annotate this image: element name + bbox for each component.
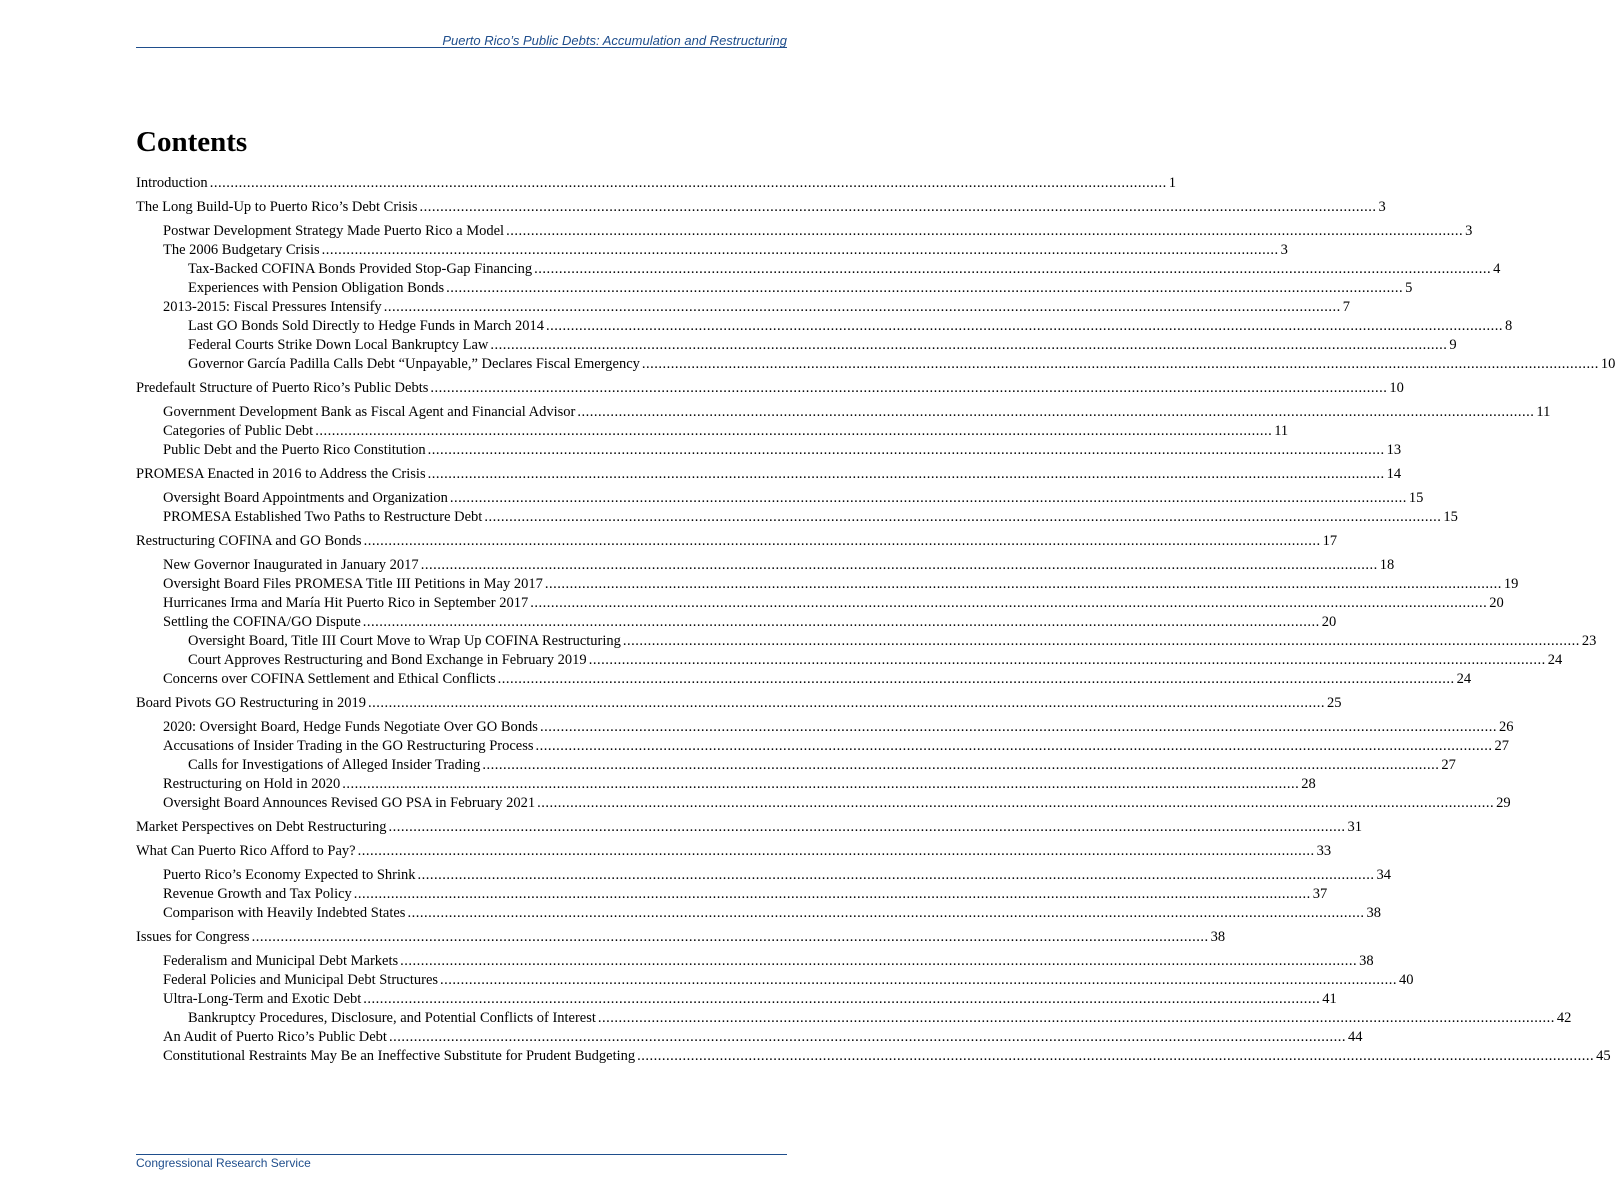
toc-entry-label: 2013-2015: Fiscal Pressures Intensify — [163, 299, 382, 315]
toc-entry-page-number: 14 — [1386, 466, 1402, 482]
toc-entry-label: Oversight Board, Title III Court Move to Wrap Up COFINA Restructuring — [188, 633, 621, 649]
toc-dot-leader — [315, 422, 1272, 441]
toc-entry-label: PROMESA Enacted in 2016 to Address the Crisis — [136, 466, 426, 482]
toc-dot-leader — [482, 756, 1439, 775]
toc-entry-page-number: 18 — [1379, 557, 1395, 573]
toc-entry[interactable] — [136, 794, 1511, 813]
toc-dot-leader — [407, 904, 1364, 923]
toc-entry-page-number: 44 — [1347, 1029, 1363, 1045]
toc-dot-leader — [546, 317, 1503, 336]
toc-dot-leader — [430, 379, 1387, 398]
toc-entry-label: Concerns over COFINA Settlement and Ethical Conflicts — [163, 671, 496, 687]
toc-dot-leader — [536, 737, 1493, 756]
toc-entry[interactable] — [136, 651, 1563, 670]
toc-entry[interactable] — [136, 198, 1386, 217]
toc-entry-page-number: 3 — [1465, 223, 1473, 239]
toc-entry[interactable] — [136, 694, 1342, 713]
toc-dot-leader — [418, 866, 1375, 885]
toc-dot-leader — [363, 990, 1320, 1009]
toc-dot-leader — [446, 279, 1403, 298]
toc-entry-label: New Governor Inaugurated in January 2017 — [163, 557, 419, 573]
toc-entry[interactable] — [136, 241, 1288, 260]
toc-dot-leader — [342, 775, 1299, 794]
toc-entry-label: Federal Policies and Municipal Debt Structures — [163, 972, 439, 988]
toc-entry[interactable] — [136, 971, 1414, 990]
toc-entry-page-number: 13 — [1386, 442, 1402, 458]
toc-entry[interactable] — [136, 298, 1350, 317]
toc-dot-leader — [354, 885, 1311, 904]
toc-entry-page-number: 19 — [1503, 576, 1519, 592]
footer-publisher: Congressional Research Service — [136, 1156, 311, 1170]
toc-entry[interactable] — [136, 842, 1332, 861]
toc-entry-label: Market Perspectives on Debt Restructuring — [136, 819, 387, 835]
toc-entry-page-number: 5 — [1405, 280, 1413, 296]
toc-entry[interactable] — [136, 336, 1457, 355]
toc-entry-page-number: 27 — [1494, 738, 1510, 754]
toc-entry[interactable] — [136, 508, 1458, 527]
toc-entry-label: Ultra-Long-Term and Exotic Debt — [163, 991, 362, 1007]
toc-dot-leader — [322, 241, 1279, 260]
toc-entry-label: Experiences with Pension Obligation Bonds — [188, 280, 445, 296]
toc-entry-page-number: 40 — [1399, 972, 1414, 988]
toc-entry-page-number: 37 — [1312, 886, 1328, 902]
table-of-contents — [136, 174, 1615, 1066]
toc-entry-label: Oversight Board Appointments and Organization — [163, 490, 448, 506]
toc-entry-label: Governor García Padilla Calls Debt “Unpayable,” Declares Fiscal Emergency — [188, 356, 640, 372]
toc-dot-leader — [623, 632, 1580, 651]
toc-dot-leader — [358, 842, 1315, 861]
toc-entry-label: Hurricanes Irma and María Hit Puerto Rico in September 2017 — [163, 595, 529, 611]
toc-entry-label: Government Development Bank as Fiscal Agent and Financial Advisor — [163, 404, 576, 420]
toc-entry-label: Tax-Backed COFINA Bonds Provided Stop-Gap Financing — [188, 261, 533, 277]
toc-entry[interactable] — [136, 279, 1413, 298]
toc-entry-label: The 2006 Budgetary Crisis — [163, 242, 320, 258]
toc-entry-label: Predefault Structure of Puerto Rico’s Public Debts — [136, 380, 429, 396]
toc-entry[interactable] — [136, 532, 1338, 551]
toc-entry-label: An Audit of Puerto Rico’s Public Debt — [163, 1029, 387, 1045]
toc-entry-label: Comparison with Heavily Indebted States — [163, 905, 406, 921]
toc-entry-label: PROMESA Established Two Paths to Restructure Debt — [163, 509, 483, 525]
toc-entry-label: Categories of Public Debt — [163, 423, 314, 439]
toc-entry[interactable] — [136, 355, 1615, 374]
toc-dot-leader — [530, 594, 1487, 613]
toc-entry-page-number: 11 — [1274, 423, 1289, 439]
toc-entry[interactable] — [136, 1047, 1611, 1066]
toc-entry-page-number: 10 — [1600, 356, 1615, 372]
toc-entry-page-number: 38 — [1210, 929, 1226, 945]
toc-entry-page-number: 24 — [1456, 671, 1472, 687]
toc-entry[interactable] — [136, 670, 1472, 689]
toc-entry-page-number: 17 — [1322, 533, 1338, 549]
toc-entry[interactable] — [136, 260, 1501, 279]
toc-dot-leader — [490, 336, 1447, 355]
toc-entry-label: Revenue Growth and Tax Policy — [163, 886, 352, 902]
toc-entry-page-number: 38 — [1359, 953, 1374, 969]
toc-entry-label: Federal Courts Strike Down Local Bankruptcy Law — [188, 337, 489, 353]
toc-entry[interactable] — [136, 928, 1226, 947]
toc-entry-page-number: 15 — [1408, 490, 1424, 506]
toc-entry[interactable] — [136, 222, 1473, 241]
toc-dot-leader — [440, 971, 1397, 990]
toc-entry[interactable] — [136, 990, 1337, 1009]
toc-dot-leader — [545, 575, 1502, 594]
toc-entry-page-number: 9 — [1449, 337, 1457, 353]
toc-entry-label: Public Debt and the Puerto Rico Constitution — [163, 442, 426, 458]
toc-entry[interactable] — [136, 489, 1424, 508]
toc-dot-leader — [540, 718, 1497, 737]
toc-entry-label: Court Approves Restructuring and Bond Exchange in February 2019 — [188, 652, 587, 668]
header-rule — [136, 47, 787, 48]
toc-dot-leader — [537, 794, 1494, 813]
toc-entry-label: Restructuring COFINA and GO Bonds — [136, 533, 362, 549]
toc-dot-leader — [420, 198, 1377, 217]
toc-entry[interactable] — [136, 556, 1395, 575]
toc-dot-leader — [534, 260, 1491, 279]
toc-entry[interactable] — [136, 632, 1597, 651]
toc-entry-page-number: 24 — [1547, 652, 1563, 668]
toc-dot-leader — [400, 952, 1357, 971]
toc-entry[interactable] — [136, 885, 1328, 904]
toc-dot-leader — [364, 532, 1321, 551]
toc-entry[interactable] — [136, 952, 1374, 971]
toc-dot-leader — [384, 298, 1341, 317]
toc-entry-page-number: 29 — [1496, 795, 1511, 811]
toc-dot-leader — [363, 613, 1320, 632]
toc-dot-leader — [498, 670, 1455, 689]
toc-entry-label: Puerto Rico’s Economy Expected to Shrink — [163, 867, 416, 883]
toc-entry-page-number: 45 — [1596, 1048, 1611, 1064]
toc-entry-page-number: 3 — [1378, 199, 1386, 215]
toc-entry[interactable] — [136, 441, 1402, 460]
toc-entry-label: Constitutional Restraints May Be an Ineffective Substitute for Prudent Budgeting — [163, 1048, 636, 1064]
toc-entry[interactable] — [136, 1028, 1363, 1047]
toc-entry-label: Introduction — [136, 175, 208, 191]
toc-entry-page-number: 41 — [1322, 991, 1337, 1007]
toc-dot-leader — [637, 1047, 1594, 1066]
page-title: Contents — [136, 126, 248, 158]
toc-entry[interactable] — [136, 465, 1402, 484]
toc-entry[interactable] — [136, 422, 1289, 441]
toc-entry-page-number: 33 — [1316, 843, 1332, 859]
toc-entry-page-number: 31 — [1347, 819, 1362, 835]
toc-entry[interactable] — [136, 775, 1316, 794]
toc-entry-label: Federalism and Municipal Debt Markets — [163, 953, 399, 969]
toc-entry[interactable] — [136, 403, 1551, 422]
toc-entry-page-number: 20 — [1489, 595, 1504, 611]
toc-entry-page-number: 28 — [1301, 776, 1316, 792]
toc-entry[interactable] — [136, 866, 1392, 885]
toc-dot-leader — [252, 928, 1209, 947]
toc-entry-label: 2020: Oversight Board, Hedge Funds Negotiate Over GO Bonds — [163, 719, 538, 735]
toc-entry-page-number: 7 — [1342, 299, 1350, 315]
toc-entry-page-number: 27 — [1441, 757, 1456, 773]
running-header-title: Puerto Rico’s Public Debts: Accumulation and Restructuring — [442, 33, 787, 48]
toc-entry[interactable] — [136, 1009, 1572, 1028]
toc-entry-page-number: 11 — [1536, 404, 1551, 420]
toc-entry-label: The Long Build-Up to Puerto Rico’s Debt Crisis — [136, 199, 418, 215]
toc-entry-page-number: 1 — [1168, 175, 1176, 191]
toc-entry-page-number: 26 — [1498, 719, 1514, 735]
toc-entry-page-number: 3 — [1280, 242, 1288, 258]
toc-entry-page-number: 20 — [1321, 614, 1337, 630]
toc-dot-leader — [428, 465, 1385, 484]
toc-entry-label: Accusations of Insider Trading in the GO Restructuring Process — [163, 738, 534, 754]
toc-entry[interactable] — [136, 379, 1404, 398]
toc-entry[interactable] — [136, 575, 1519, 594]
toc-dot-leader — [428, 441, 1385, 460]
toc-dot-leader — [642, 355, 1599, 374]
toc-entry-page-number: 38 — [1366, 905, 1381, 921]
toc-dot-leader — [368, 694, 1325, 713]
toc-dot-leader — [484, 508, 1441, 527]
toc-dot-leader — [421, 556, 1378, 575]
toc-entry[interactable] — [136, 317, 1513, 336]
footer-rule — [136, 1154, 787, 1155]
toc-dot-leader — [577, 403, 1534, 422]
toc-entry-label: Postwar Development Strategy Made Puerto Rico a Model — [163, 223, 505, 239]
toc-dot-leader — [589, 651, 1546, 670]
toc-dot-leader — [389, 1028, 1346, 1047]
toc-entry[interactable] — [136, 174, 1176, 193]
toc-entry-page-number: 42 — [1556, 1010, 1572, 1026]
toc-dot-leader — [450, 489, 1407, 508]
toc-entry-label: Issues for Congress — [136, 929, 250, 945]
toc-entry[interactable] — [136, 718, 1514, 737]
toc-entry-label: Oversight Board Announces Revised GO PSA in February 2021 — [163, 795, 536, 811]
toc-dot-leader — [388, 818, 1345, 837]
toc-entry-page-number: 10 — [1389, 380, 1404, 396]
toc-entry-label: Oversight Board Files PROMESA Title III Petitions in May 2017 — [163, 576, 543, 592]
toc-entry-label: Restructuring on Hold in 2020 — [163, 776, 341, 792]
toc-entry[interactable] — [136, 818, 1362, 837]
toc-dot-leader — [506, 222, 1463, 241]
toc-dot-leader — [598, 1009, 1555, 1028]
toc-dot-leader — [210, 174, 1167, 193]
toc-entry-label: Bankruptcy Procedures, Disclosure, and Potential Conflicts of Interest — [188, 1010, 596, 1026]
toc-entry-page-number: 15 — [1443, 509, 1458, 525]
toc-entry[interactable] — [136, 594, 1504, 613]
toc-entry-label: Settling the COFINA/GO Dispute — [163, 614, 361, 630]
toc-entry-page-number: 8 — [1505, 318, 1513, 334]
toc-entry-label: Board Pivots GO Restructuring in 2019 — [136, 695, 366, 711]
toc-entry[interactable] — [136, 737, 1510, 756]
toc-entry-page-number: 25 — [1326, 695, 1342, 711]
toc-entry[interactable] — [136, 613, 1337, 632]
toc-entry-label: What Can Puerto Rico Afford to Pay? — [136, 843, 356, 859]
toc-entry[interactable] — [136, 756, 1456, 775]
toc-entry-page-number: 4 — [1493, 261, 1501, 277]
toc-entry-page-number: 23 — [1581, 633, 1597, 649]
toc-entry-label: Last GO Bonds Sold Directly to Hedge Funds in March 2014 — [188, 318, 545, 334]
toc-entry-page-number: 34 — [1376, 867, 1392, 883]
toc-entry-label: Calls for Investigations of Alleged Insider Trading — [188, 757, 481, 773]
toc-entry[interactable] — [136, 904, 1381, 923]
